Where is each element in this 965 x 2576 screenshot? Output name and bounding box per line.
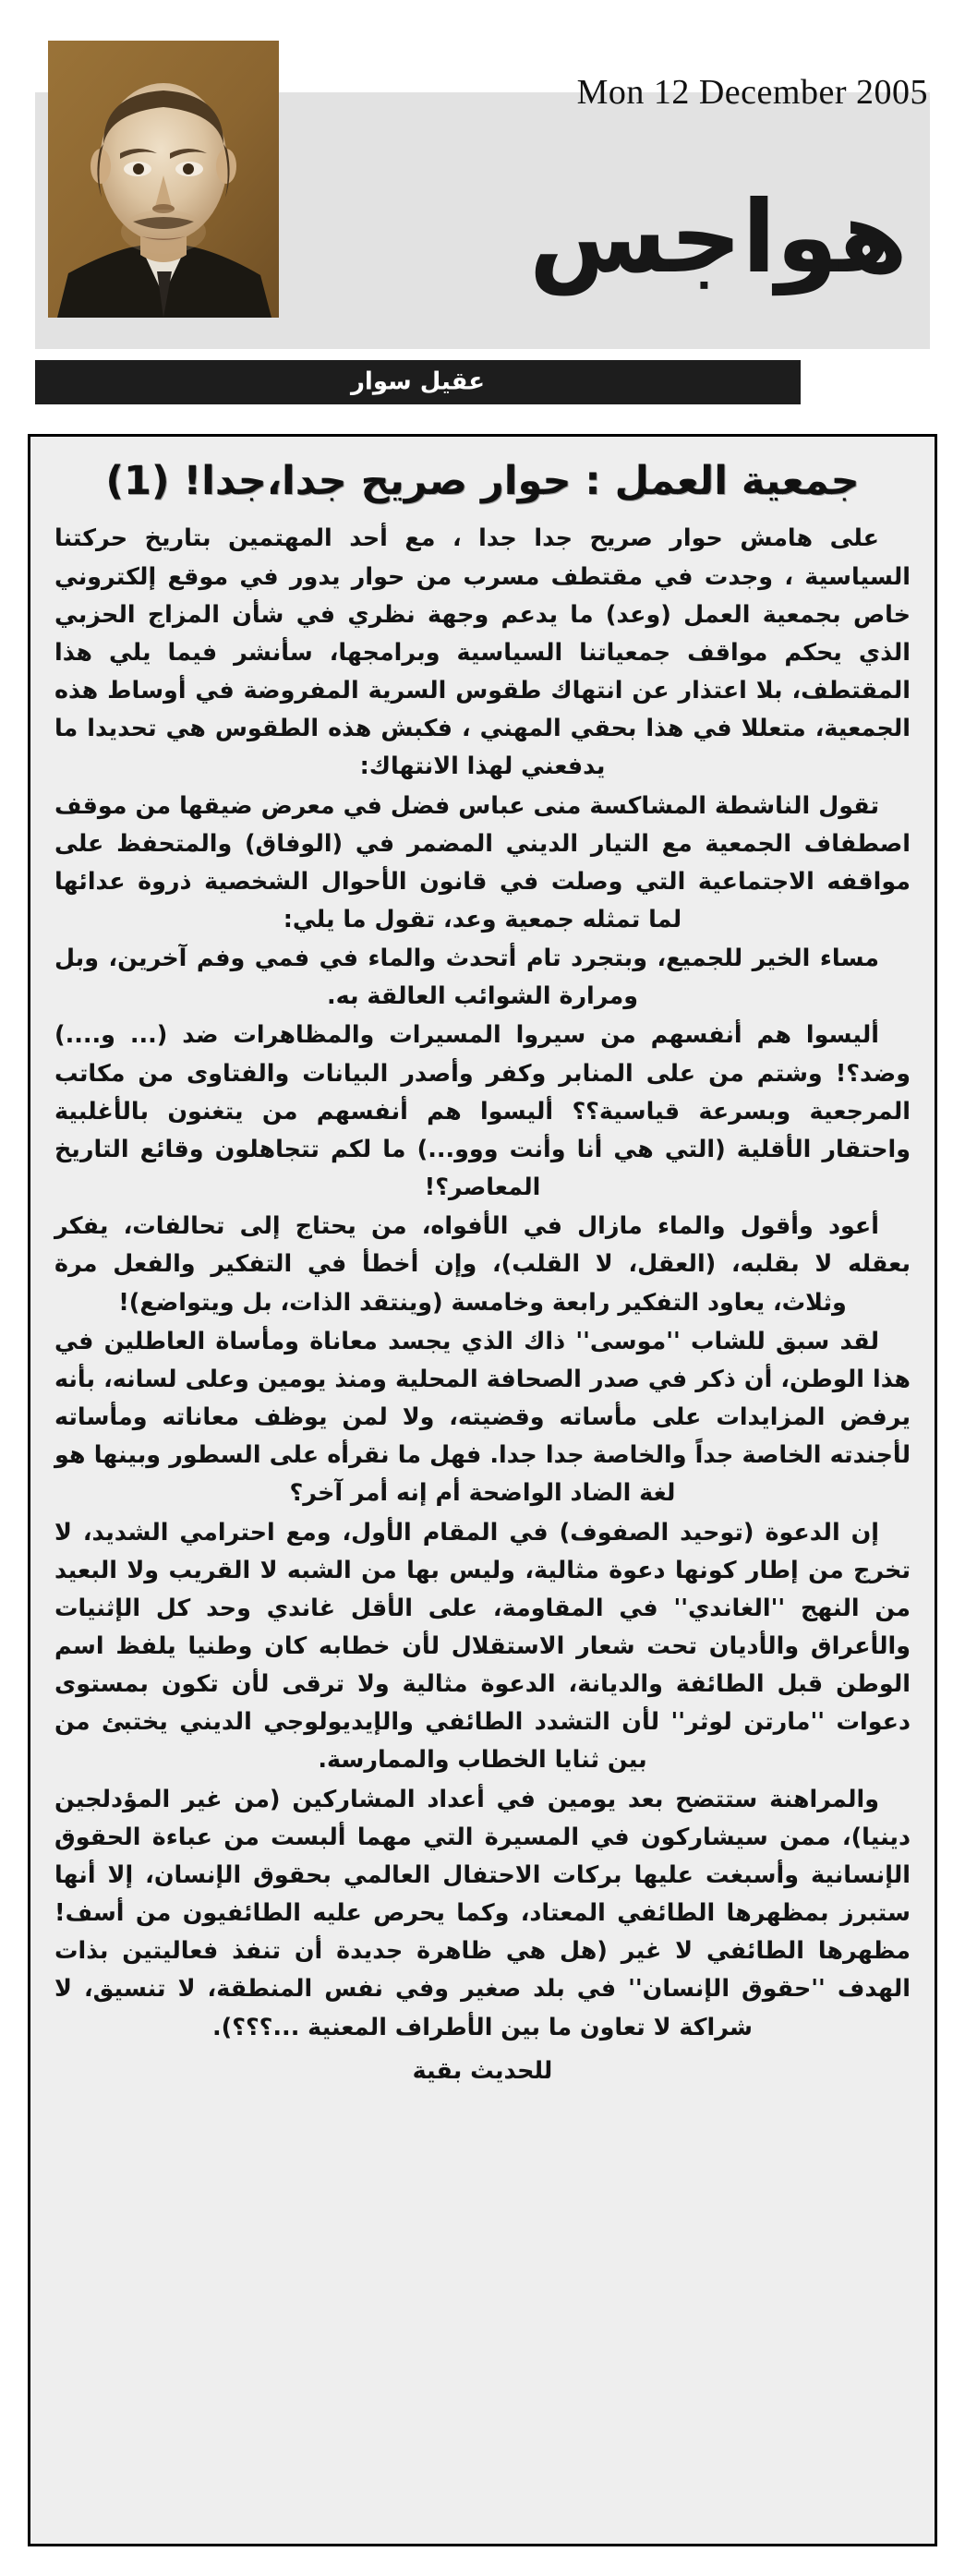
- article-body: [54, 519, 911, 2088]
- author-name-bar: [35, 360, 801, 404]
- publication-date: Mon 12 December 2005: [576, 73, 928, 112]
- article-closing-note: للحديث بقية: [412, 2055, 553, 2084]
- article-paragraph: تقول الناشطة المشاكسة منى عباس فضل في معرض ضيقها من موقف اصطفاف الجمعية مع التيار الديني المضمر في (الوفاق) والمتحفظ على مواقفه الاجتماعية التي وصلت في قانون الأحوال الشخصية ذروة عدائها لما تمثله جمعية وعد، تقول ما يلي:: [54, 790, 911, 933]
- author-portrait: [48, 41, 279, 318]
- publication-masthead-title: هواجس: [528, 180, 908, 295]
- article-paragraph: والمراهنة ستتضح بعد يومين في أعداد المشاركين (من غير المؤدلجين دينيا)، ممن سيشاركون في المسيرة التي مهما ألبست من عباءة الحقوق الإنسانية وأسبغت عليها بركات الاحتفال العالمي بحقوق الإنسان، إلا أنها ستبرز بمظهرها الطائفي المعتاد، وكما يحرص عليه الطائفيون من أسف! مظهرها الطائفي لا غير (هل هي ظاهرة جديدة أن تنفذ فعاليتين بذات الهدف ''حقوق الإنسان'' في بلد صغير وفي نفس المنطقة، لا تنسيق، لا شراكة لا تعاون ما بين الأطراف المعنية ...؟؟؟).: [54, 1784, 911, 2040]
- article-paragraph: على هامش حوار صريح جدا جدا ، مع أحد المهتمين بتاريخ حركتنا السياسية ، وجدت في مقتطف مسرب من حوار يدور في موقع إلكتروني خاص بجمعية العمل (وعد) ما يدعم وجهة نظري في شأن المزاج الحزبي الذي يحكم مواقف جمعياتنا السياسية وبرامجها، سأنشر فيما يلي هذا المقتطف، بلا اعتذار عن انتهاك طقوس السرية المفروضة في أوساط هذه الجمعية، متعللا في هذا بحقي المهني ، فكبش هذه الطقوس هي تحديدا ما يدفعني لهذا الانتهاك:: [54, 524, 911, 780]
- article-container: [28, 434, 937, 2546]
- author-portrait-image: [48, 41, 279, 318]
- article-headline: جمعية العمل : حوار صريح جدا،جدا! (1): [105, 458, 860, 504]
- author-name: عقيل سوار: [350, 367, 486, 396]
- article-paragraph: مساء الخير للجميع، وبتجرد تام أتحدث والماء في فمي وفم آخرين، وبل ومرارة الشوائب العالقة به.: [54, 944, 879, 1010]
- article-paragraph: إن الدعوة (توحيد الصفوف) في المقام الأول، ومع احترامي الشديد، لا تخرج من إطار كونها دعوة مثالية، وليس بها من الشبه لا القريب ولا البعيد من النهج ''الغاندي'' في المقاومة، على الأقل غاندي وحد كل الإثنيات والأعراق والأديان تحت شعار الاستقلال لأن خطابه كان وطنيا يلفظ اسم الوطن قبل الطائفة والديانة، الدعوة مثالية ولا ترقى لأن تكون بمستوى دعوات ''مارتن لوثر'' لأن التشدد الطائفي والإيديولوجي الديني يختبئ من بين ثنايا الخطاب والممارسة.: [54, 1517, 911, 1774]
- article-paragraph: أعود وأقول والماء مازال في الأفواه، من يحتاج إلى تحالفات، يفكر بعقله لا بقلبه، (العقل، لا القلب)، وإن أخطأ في التفكير والفعل مرة وثلاث، يعاود التفكير رابعة وخامسة (وينتقد الذات، بل ويتواضع)!: [54, 1211, 911, 1316]
- article-paragraph: لقد سبق للشاب ''موسى'' ذاك الذي يجسد معاناة ومأساة العاطلين في هذا الوطن، أن ذكر في صدر الصحافة المحلية ومنذ يومين وعلى لسانه، بأنه يرفض المزايدات على مأساته وقضيته، ولا لمن يوظف معاناته ومأساته لأجندته الخاصة جداً والخاصة جدا جدا. فهل ما نقرأه على السطور وبينها هو لغة الضاد الواضحة أم إنه أمر آخر؟: [54, 1326, 911, 1507]
- article-paragraph: أليسوا هم أنفسهم من سيروا المسيرات والمظاهرات ضد (... و....) وضد؟! وشتم من على المنابر وكفر وأصدر البيانات والفتاوى من مكاتب المرجعية وبسرعة قياسية؟؟ أليسوا هم أنفسهم من يتغنون بالأغلبية واحتقار الأقلية (التي هي أنا وأنت ووو...) ما لكم تتجاهلون وقائع التاريخ المعاصر؟!: [54, 1020, 911, 1201]
